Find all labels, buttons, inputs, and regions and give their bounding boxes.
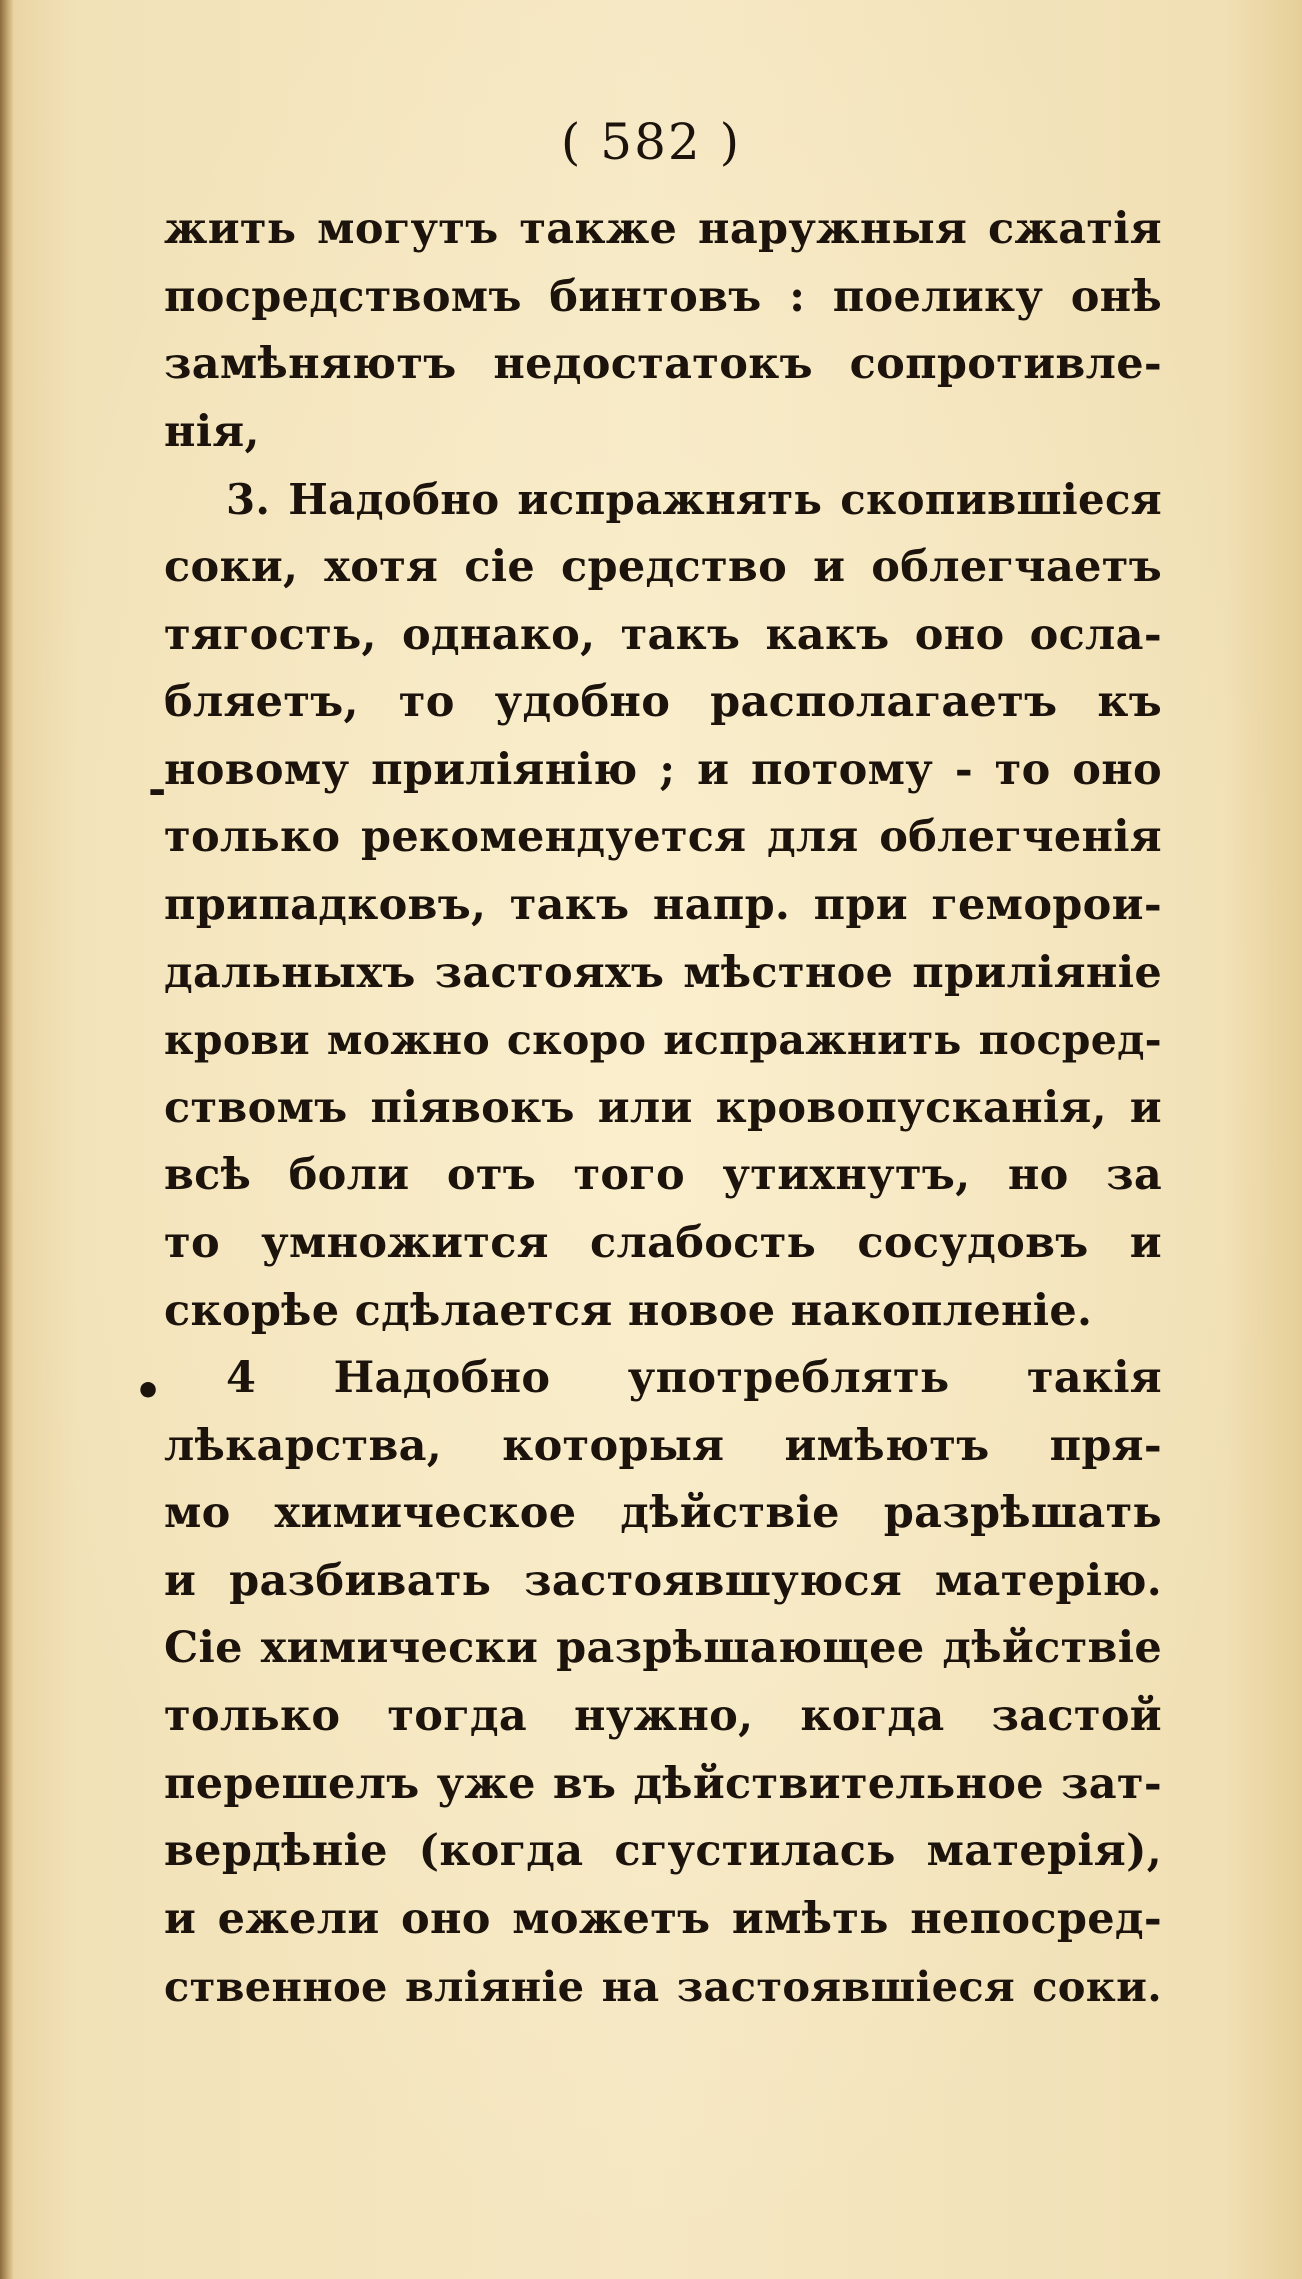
text-line: припадковъ, такъ напр. при геморои- bbox=[164, 879, 1162, 930]
text-line: ствомъ піявокъ или кровопусканія, и bbox=[164, 1082, 1162, 1133]
text-line: лѣкарства, которыя имѣютъ пря- bbox=[164, 1420, 1162, 1471]
text-line: скорѣе сдѣлается новое накопленіе. bbox=[164, 1285, 1093, 1336]
body-text bbox=[164, 196, 1162, 2021]
text-line: и разбивать застоявшуюся матерію. bbox=[164, 1555, 1162, 1606]
text-line: дальныхъ застояхъ мѣстное приліяніе bbox=[164, 947, 1162, 998]
text-line: то умножится слабость сосудовъ и bbox=[164, 1217, 1162, 1268]
margin-mark-dash: - bbox=[148, 764, 167, 815]
text-line: ственное вліяніе на застоявшіеся соки. bbox=[164, 1962, 1162, 2012]
paragraph-3-start: 3. Надобно испражнять скопившіеся bbox=[226, 475, 1162, 525]
text-line: Сіе химически разрѣшающее дѣйствіе bbox=[164, 1623, 1162, 1674]
text-line: новому приліянію ; и потому - то оно bbox=[164, 744, 1162, 795]
text-line: посредствомъ бинтовъ : поелику онѣ bbox=[164, 271, 1162, 322]
page-number: ( 582 ) bbox=[560, 113, 742, 171]
text-line: замѣняютъ недостатокъ сопротивле- bbox=[164, 339, 1162, 390]
text-line: только рекомендуется для облегченія bbox=[164, 812, 1162, 863]
paragraph-4-start: 4 Надобно употреблять такія bbox=[226, 1353, 1162, 1404]
text-line: бляетъ, то удобно располагаетъ къ bbox=[164, 677, 1162, 728]
text-line: жить могутъ также наружныя сжатія bbox=[164, 204, 1162, 254]
page-edge-shadow bbox=[0, 0, 14, 2279]
text-line: мо химическое дѣйствіе разрѣшать bbox=[164, 1488, 1162, 1539]
text-line: только тогда нужно, когда застой bbox=[164, 1691, 1162, 1742]
text-line: и ежели оно можетъ имѣть непосред- bbox=[164, 1893, 1162, 1944]
text-line: тягость, однако, такъ какъ оно осла- bbox=[164, 609, 1162, 660]
text-line: вердѣніе (когда сгустилась матерія), bbox=[164, 1826, 1162, 1877]
text-line: крови можно скоро испражнить посред- bbox=[164, 1016, 1162, 1065]
text-line: всѣ боли отъ того утихнутъ, но за bbox=[164, 1150, 1162, 1201]
text-line: нія, bbox=[164, 406, 260, 457]
text-line: соки, хотя сіе средство и облегчаетъ bbox=[164, 541, 1162, 592]
margin-mark-bullet: • bbox=[134, 1366, 163, 1417]
text-line: перешелъ уже въ дѣйствительное зат- bbox=[164, 1758, 1162, 1809]
